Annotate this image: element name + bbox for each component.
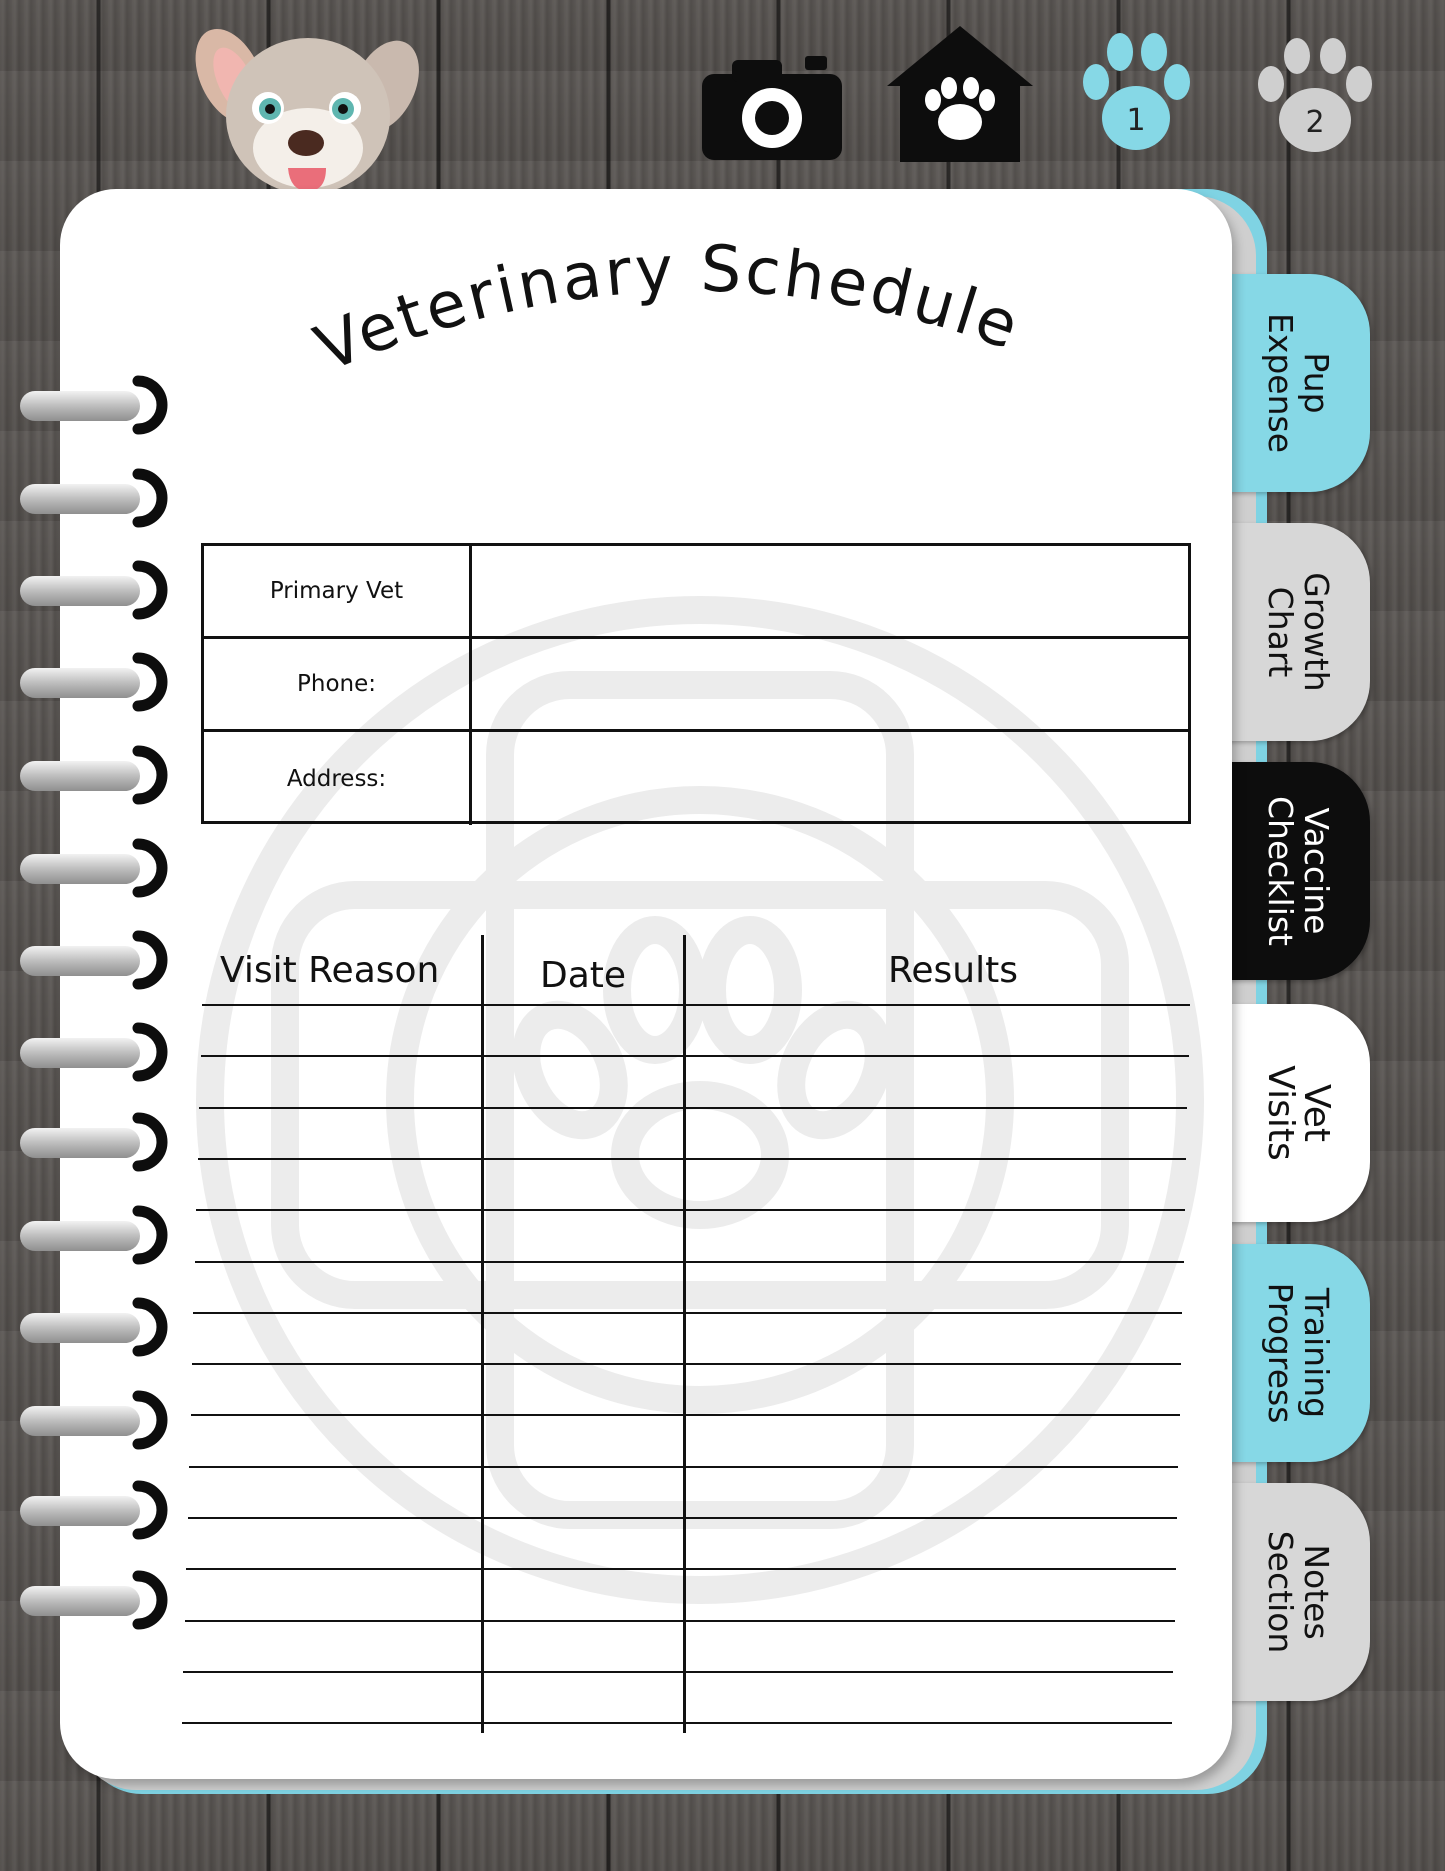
binder-ring (20, 652, 180, 712)
binder-ring (20, 560, 180, 620)
binder-ring (20, 1297, 180, 1357)
results-header: Results (888, 950, 1018, 991)
binder-ring (20, 1480, 180, 1540)
binder-ring (20, 745, 180, 805)
vet-info-row (204, 732, 1188, 825)
date-header: Date (540, 955, 627, 996)
vet-info-row (204, 639, 1188, 732)
tab-vet-visits-label: Vet Visits (1259, 1065, 1337, 1161)
paw-1-icon[interactable] (1082, 30, 1190, 154)
table-row-line (192, 1363, 1181, 1365)
table-row-line (199, 1107, 1187, 1109)
binder-ring (20, 375, 180, 435)
primary-vet-field[interactable] (472, 546, 1188, 636)
primary-vet-label: Primary Vet (204, 546, 472, 636)
tab-growth-chart-label: Growth Chart (1260, 572, 1336, 692)
table-row-line (196, 1209, 1185, 1211)
table-row-line (202, 1004, 1190, 1006)
tab-notes-section[interactable] (1225, 1483, 1370, 1701)
table-row-line (186, 1568, 1176, 1570)
table-row-line (195, 1261, 1184, 1263)
address-label: Address: (204, 732, 472, 825)
tab-vet-visits[interactable] (1225, 1004, 1370, 1222)
puppy-illustration (190, 16, 420, 191)
paw-1-label: 1 (1126, 103, 1146, 138)
binder-ring (20, 1205, 180, 1265)
table-row-line (201, 1055, 1189, 1057)
phone-label: Phone: (204, 639, 472, 729)
binder-ring (20, 1390, 180, 1450)
page-title (230, 225, 1110, 425)
tab-growth-chart[interactable] (1225, 523, 1370, 741)
binder-ring (20, 468, 180, 528)
visit-reason-header: Visit Reason (220, 950, 440, 991)
phone-field[interactable] (472, 639, 1188, 729)
tab-pup-expense[interactable] (1225, 274, 1370, 492)
tab-vaccine-checklist-label: Vaccine Checklist (1260, 796, 1336, 946)
tab-vaccine-checklist[interactable] (1225, 762, 1370, 980)
table-row-line (182, 1722, 1172, 1724)
table-row-line (185, 1620, 1175, 1622)
binder-ring (20, 1022, 180, 1082)
vet-info-table (201, 543, 1191, 824)
camera-icon[interactable] (702, 52, 842, 160)
tab-training-progress[interactable] (1225, 1244, 1370, 1462)
binder-ring (20, 930, 180, 990)
tab-notes-section-label: Notes Section (1260, 1530, 1336, 1654)
address-field[interactable] (472, 732, 1188, 825)
tab-pup-expense-label: Pup Expense (1260, 312, 1336, 454)
binder-ring (20, 1112, 180, 1172)
table-row-line (198, 1158, 1186, 1160)
paw-2-label: 2 (1305, 105, 1325, 140)
binder-ring (20, 838, 180, 898)
table-column-divider (683, 935, 686, 1733)
paw-2-icon[interactable] (1255, 38, 1375, 162)
table-row-line (193, 1312, 1182, 1314)
binder-ring (20, 1570, 180, 1630)
table-column-divider (481, 935, 484, 1733)
tab-training-progress-label: Training Progress (1260, 1282, 1336, 1424)
table-row-line (183, 1671, 1173, 1673)
vet-info-row (204, 546, 1188, 639)
svg-text:Veterinary Schedule: Veterinary Schedule (305, 232, 1031, 387)
home-paw-icon[interactable] (885, 24, 1035, 162)
